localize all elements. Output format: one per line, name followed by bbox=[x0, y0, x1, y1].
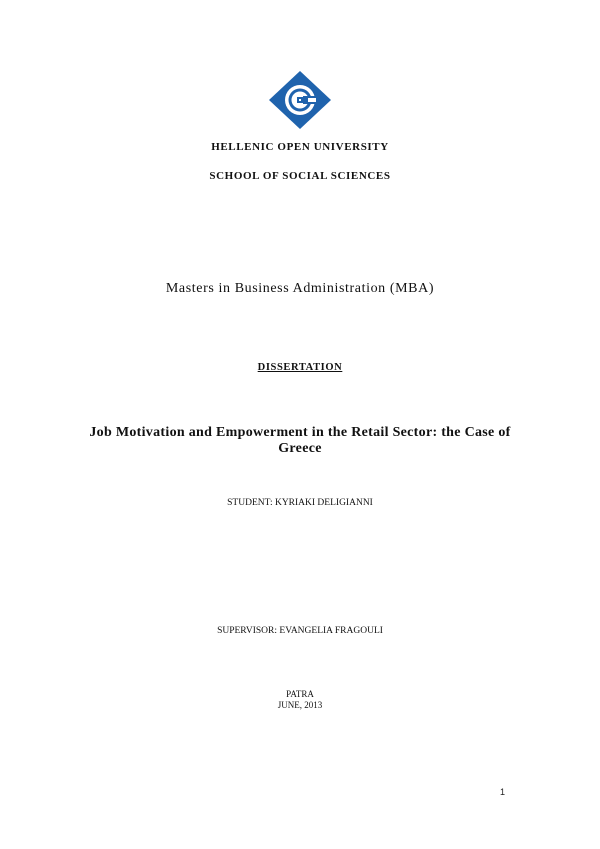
supervisor-name: SUPERVISOR: EVANGELIA FRAGOULI bbox=[217, 626, 383, 636]
date: JUNE, 2013 bbox=[277, 700, 323, 710]
page-number: 1 bbox=[500, 787, 506, 797]
student-name: STUDENT: KYRIAKI DELIGIANNI bbox=[227, 498, 373, 508]
program-name: Masters in Business Administration (MBA) bbox=[165, 281, 435, 296]
document-type: DISSERTATION bbox=[257, 362, 343, 373]
university-name: HELLENIC OPEN UNIVERSITY bbox=[211, 141, 389, 153]
dissertation-title: Job Motivation and Empowerment in the Retail Sector: the Case of Greece bbox=[89, 425, 511, 456]
school-name: SCHOOL OF SOCIAL SCIENCES bbox=[209, 170, 391, 182]
university-emblem-icon bbox=[268, 70, 332, 130]
place: PATRA bbox=[286, 689, 314, 699]
